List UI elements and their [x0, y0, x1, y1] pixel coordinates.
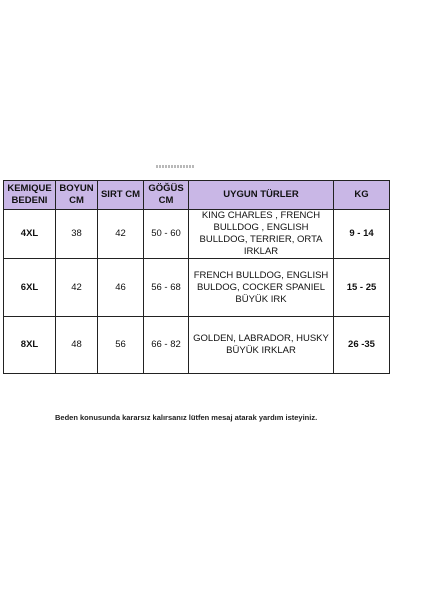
header-back: SIRT CM — [98, 181, 144, 210]
cell-size: 4XL — [4, 210, 56, 259]
size-chart-table — [3, 180, 390, 374]
header-size: KEMIQUE BEDENI — [4, 181, 56, 210]
cell-neck: 38 — [56, 210, 98, 259]
header-neck: BOYUN CM — [56, 181, 98, 210]
footnote-text: Beden konusunda kararsız kalırsanız lütfen mesaj atarak yardım isteyiniz. — [55, 413, 318, 422]
cell-chest: 50 - 60 — [144, 210, 189, 259]
table-header-row — [4, 181, 390, 210]
header-breeds: UYGUN TÜRLER — [189, 181, 334, 210]
header-chest: GÖĞÜS CM — [144, 181, 189, 210]
cell-back: 42 — [98, 210, 144, 259]
faint-heading-mark — [156, 165, 194, 168]
cell-weight: 15 - 25 — [334, 259, 390, 317]
cell-back: 46 — [98, 259, 144, 317]
cell-breeds: GOLDEN, LABRADOR, HUSKY BÜYÜK IRKLAR — [189, 317, 334, 374]
header-weight: KG — [334, 181, 390, 210]
cell-breeds: KING CHARLES , FRENCH BULLDOG , ENGLISH BULLDOG, TERRIER, ORTA IRKLAR — [189, 210, 334, 259]
cell-breeds: FRENCH BULLDOG, ENGLISH BULDOG, COCKER SPANIEL BÜYÜK IRK — [189, 259, 334, 317]
cell-weight: 9 - 14 — [334, 210, 390, 259]
table-row — [4, 210, 390, 259]
table-row — [4, 259, 390, 317]
cell-size: 8XL — [4, 317, 56, 374]
cell-chest: 56 - 68 — [144, 259, 189, 317]
table-row — [4, 317, 390, 374]
cell-chest: 66 - 82 — [144, 317, 189, 374]
cell-back: 56 — [98, 317, 144, 374]
cell-size: 6XL — [4, 259, 56, 317]
cell-neck: 48 — [56, 317, 98, 374]
cell-weight: 26 -35 — [334, 317, 390, 374]
cell-neck: 42 — [56, 259, 98, 317]
